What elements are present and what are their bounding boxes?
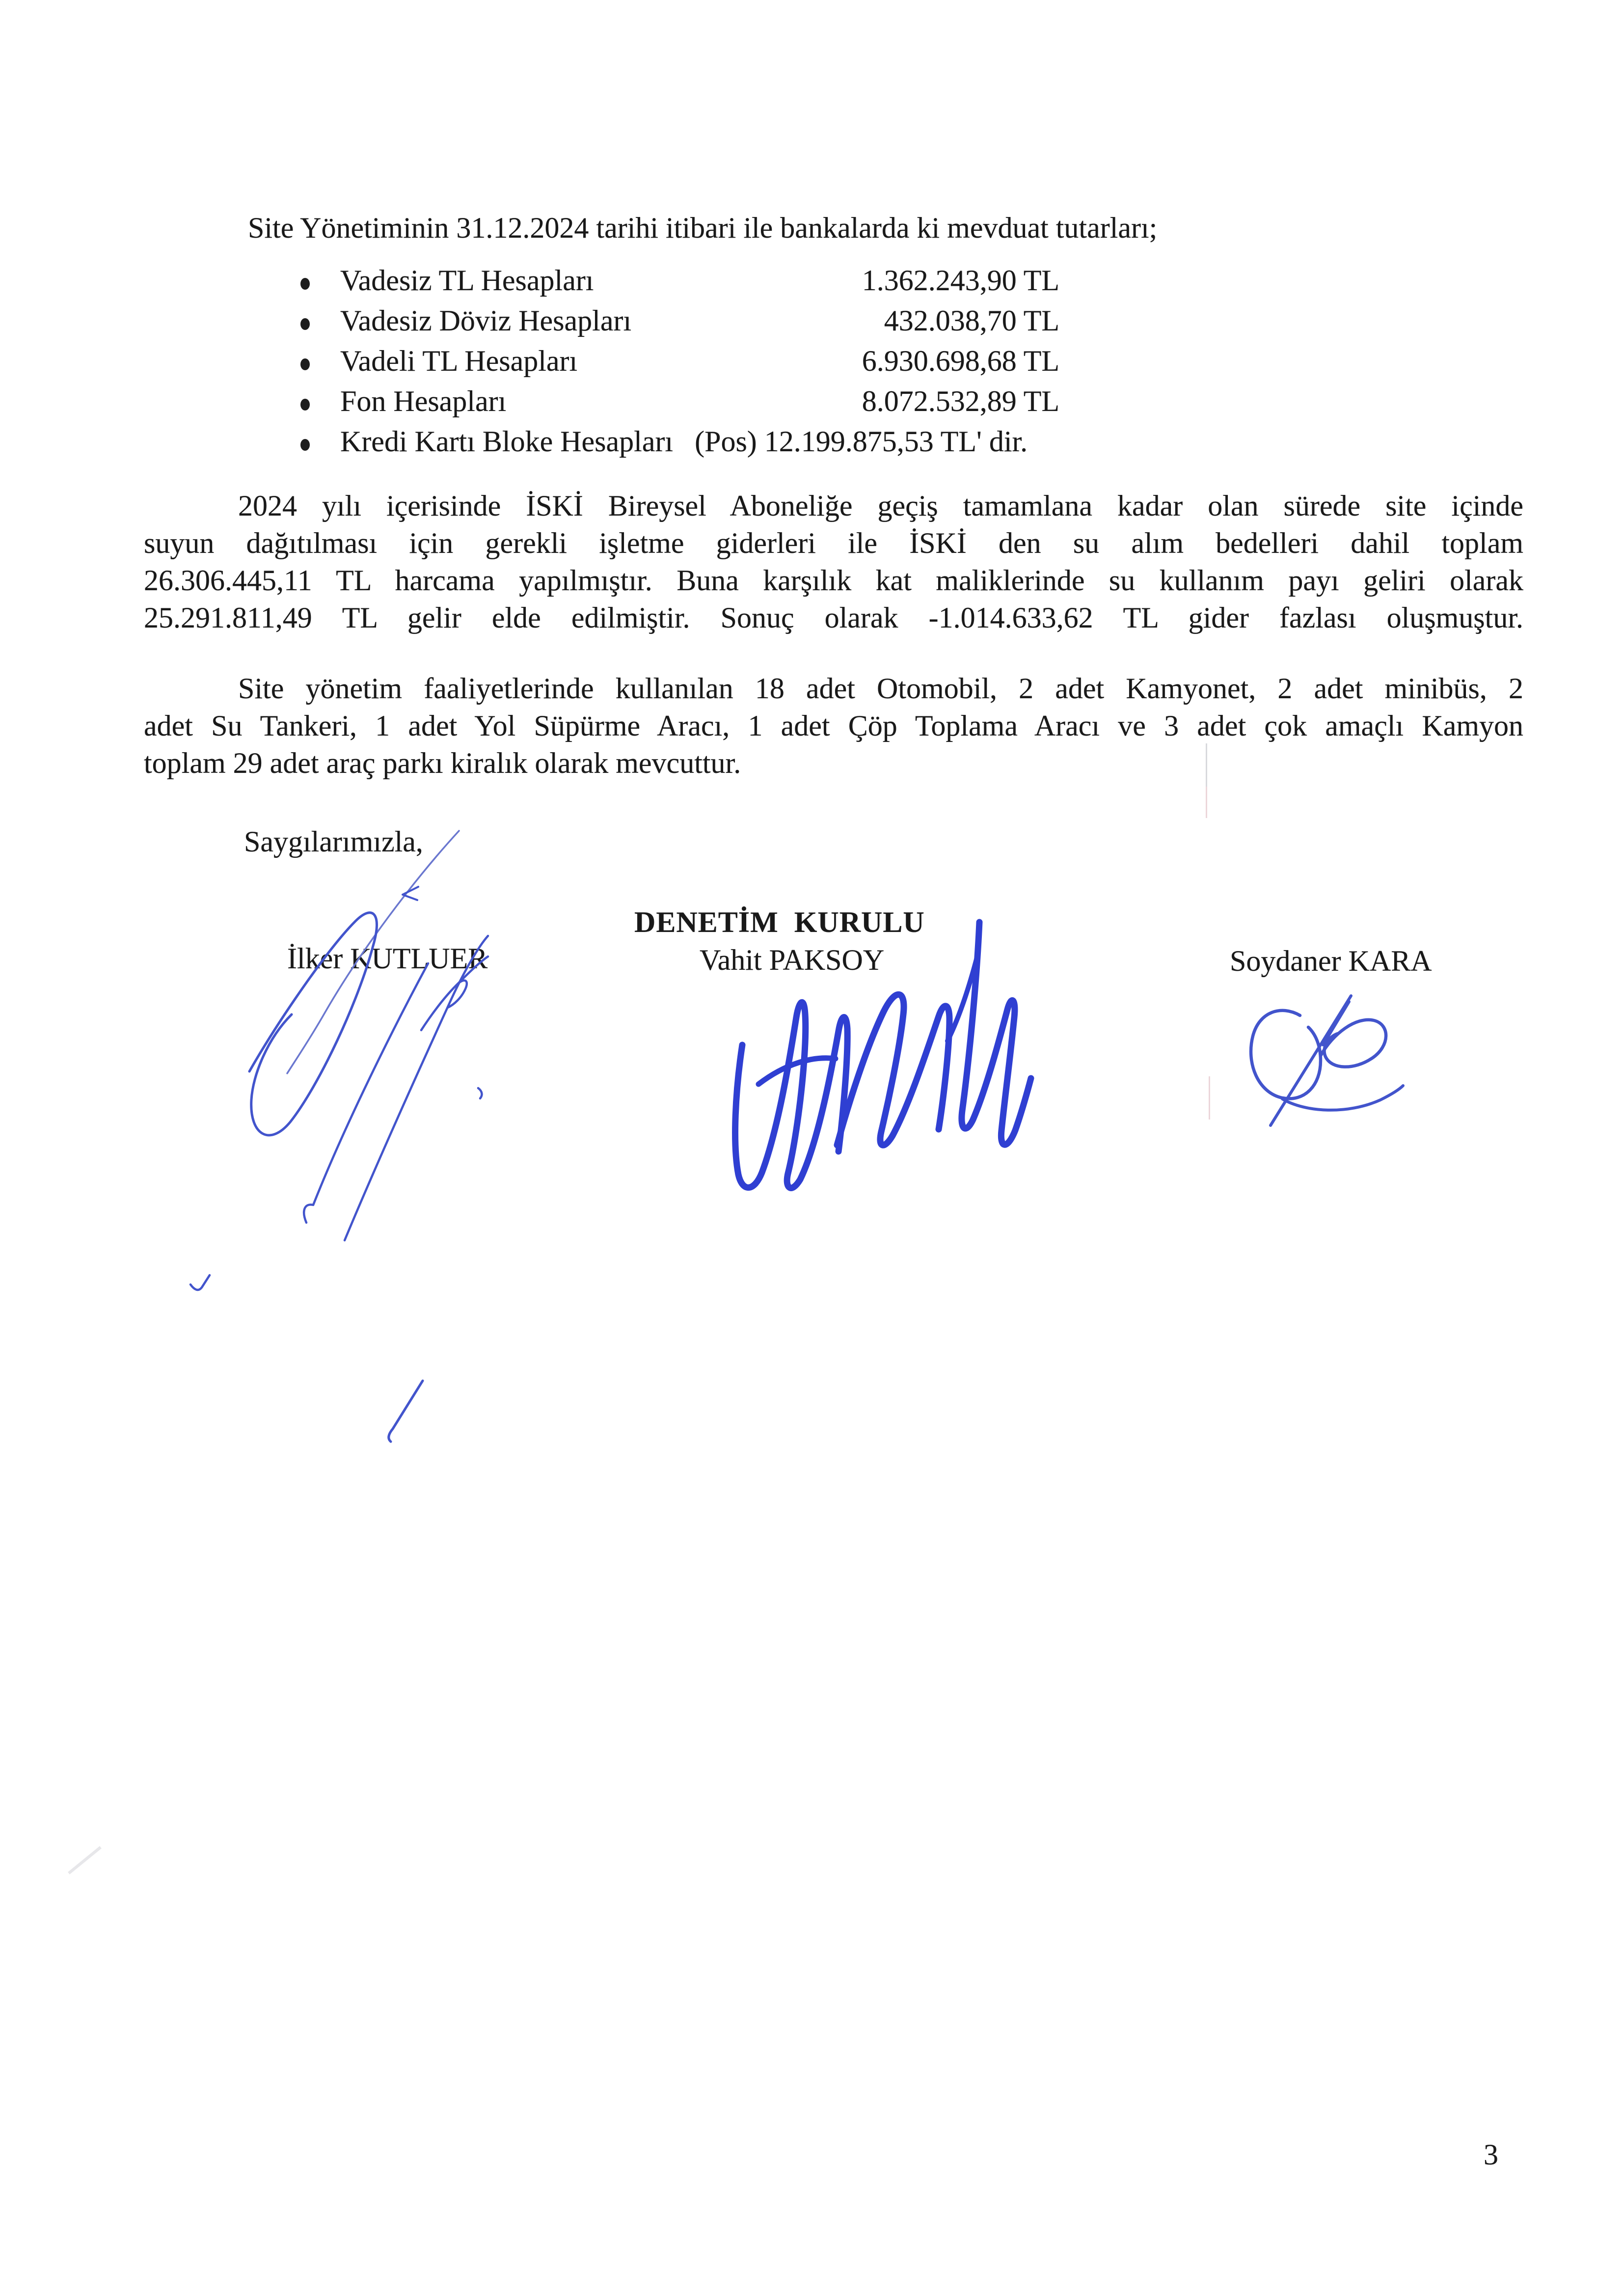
account-label: Fon Hesapları: [340, 385, 507, 417]
paragraph-line: Site yönetim faaliyetlerinde kullanılan 18 adet Otomobil, 2 adet Kamyonet, 2 adet minibüs, 2: [238, 672, 1523, 705]
signature-vahit-paksoy: [735, 922, 1031, 1188]
paragraph-line: 26.306.445,11 TL harcama yapılmıştır. Buna karşılık kat maliklerinde su kullanım payı geliri olarak: [144, 564, 1523, 597]
closing-salutation: Saygılarımızla,: [244, 825, 423, 858]
account-label: Vadesiz TL Hesapları: [340, 264, 594, 297]
paragraph-line: suyun dağıtılması için gerekli işletme giderleri ile İSKİ den su alım bedelleri dahil toplam: [144, 527, 1523, 559]
signature-ilker-kutluer: [190, 831, 488, 1442]
signer-name-soydaner-kara: Soydaner KARA: [1230, 945, 1432, 977]
deposits-heading: Site Yönetiminin 31.12.2024 tarihi itibari ile bankalarda ki mevduat tutarları;: [248, 212, 1158, 244]
signer-name-vahit-paksoy: Vahit PAKSOY: [700, 944, 885, 976]
committee-title: DENETİM KURULU: [634, 906, 925, 938]
account-amount: 432.038,70 TL: [884, 304, 1059, 337]
account-amount: 8.072.532,89 TL: [862, 385, 1059, 417]
account-label: Vadesiz Döviz Hesapları: [340, 304, 632, 337]
paragraph-line: adet Su Tankeri, 1 adet Yol Süpürme Aracı, 1 adet Çöp Toplama Aracı ve 3 adet çok amaçlı Kamyon: [144, 710, 1523, 742]
signature-soydaner-kara: [1251, 996, 1403, 1125]
account-label: Kredi Kartı Bloke Hesapları: [340, 425, 674, 458]
account-amount: (Pos) 12.199.875,53 TL' dir.: [695, 425, 1028, 458]
page-number: 3: [1484, 2138, 1498, 2171]
account-amount: 1.362.243,90 TL: [862, 264, 1059, 297]
account-amount: 6.930.698,68 TL: [862, 345, 1059, 377]
signer-name-ilker-kutluer: İlker KUTLUER: [287, 942, 488, 975]
scan-artifact-lines: [69, 743, 1210, 1873]
account-label: Vadeli TL Hesapları: [340, 345, 578, 377]
paragraph-line: toplam 29 adet araç parkı kiralık olarak mevcuttur.: [144, 747, 741, 779]
paragraph-line: 2024 yılı içerisinde İSKİ Bireysel Aboneliğe geçiş tamamlana kadar olan sürede site içinde: [238, 490, 1523, 522]
paragraph-line: 25.291.811,49 TL gelir elde edilmiştir. Sonuç olarak -1.014.633,62 TL gider fazlası oluşmuştur.: [144, 601, 1523, 634]
